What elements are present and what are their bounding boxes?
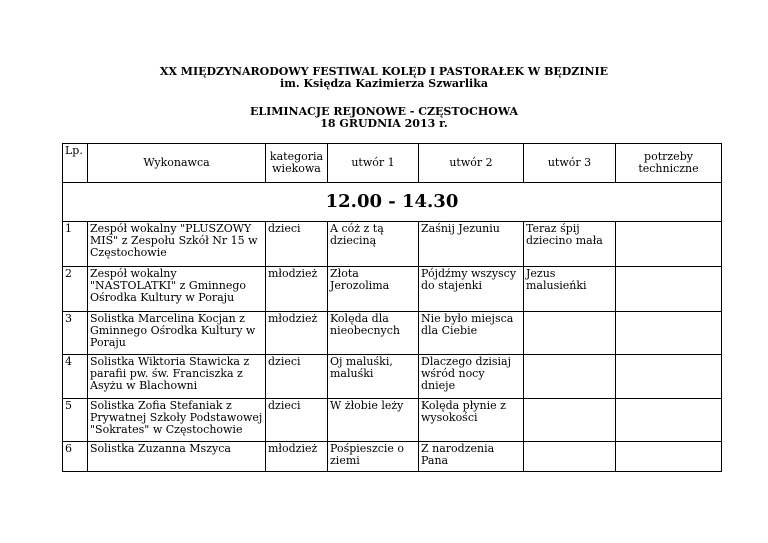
col-header-age-category: kategoria wiekowa <box>266 144 328 183</box>
cell-technical-needs <box>616 442 722 472</box>
cell-song-2: Nie było miejsca dla Ciebie <box>419 312 524 355</box>
time-slot-row <box>63 183 722 222</box>
cell-age-category: młodzież <box>266 267 328 312</box>
event-title: ELIMINACJE REJONOWE - CZĘSTOCHOWA <box>249 105 519 118</box>
cell-age-category: młodzież <box>266 312 328 355</box>
cell-performer: Solistka Wiktoria Stawicka z parafii pw. św. Franciszka z Asyżu w Blachowni <box>88 355 266 399</box>
cell-song-3 <box>524 399 616 442</box>
cell-technical-needs <box>616 312 722 355</box>
cell-song-1: Kolęda dla nieobecnych <box>328 312 419 355</box>
cell-song-3: Jezus malusieńki <box>524 267 616 312</box>
table-row <box>63 355 722 399</box>
cell-song-3: Teraz śpij dziecino mała <box>524 222 616 267</box>
table-row <box>63 312 722 355</box>
cell-age-category: dzieci <box>266 355 328 399</box>
cell-technical-needs <box>616 267 722 312</box>
cell-song-2: Z narodzenia Pana <box>419 442 524 472</box>
cell-song-3 <box>524 442 616 472</box>
cell-lp: 2 <box>63 267 88 312</box>
col-header-song-1: utwór 1 <box>328 144 419 183</box>
schedule-table <box>62 143 722 472</box>
cell-lp: 4 <box>63 355 88 399</box>
cell-song-2: Pójdźmy wszyscy do stajenki <box>419 267 524 312</box>
cell-performer: Zespół wokalny "PLUSZOWY MIŚ" z Zespołu Szkół Nr 15 w Częstochowie <box>88 222 266 267</box>
cell-song-2: Dlaczego dzisiaj wśród nocy dnieje <box>419 355 524 399</box>
col-header-technical-needs: potrzeby techniczne <box>616 144 722 183</box>
cell-lp: 6 <box>63 442 88 472</box>
table-header-row <box>63 144 722 183</box>
table-row <box>63 222 722 267</box>
cell-lp: 5 <box>63 399 88 442</box>
table-row <box>63 442 722 472</box>
cell-performer: Solistka Zuzanna Mszyca <box>88 442 266 472</box>
festival-subtitle: im. Księdza Kazimierza Szwarlika <box>280 77 488 90</box>
col-header-song-2: utwór 2 <box>419 144 524 183</box>
cell-performer: Solistka Zofia Stefaniak z Prywatnej Szkoły Podstawowej "Sokrates" w Częstochowie <box>88 399 266 442</box>
table-row <box>63 267 722 312</box>
cell-age-category: młodzież <box>266 442 328 472</box>
cell-technical-needs <box>616 355 722 399</box>
time-slot: 12.00 - 14.30 <box>63 183 722 222</box>
cell-lp: 3 <box>63 312 88 355</box>
cell-technical-needs <box>616 222 722 267</box>
cell-performer: Zespół wokalny "NASTOLATKI" z Gminnego Ośrodka Kultury w Poraju <box>88 267 266 312</box>
cell-song-3 <box>524 312 616 355</box>
festival-title: XX MIĘDZYNARODOWY FESTIWAL KOLĘD I PASTORAŁEK W BĘDZINIE <box>159 65 609 78</box>
cell-age-category: dzieci <box>266 399 328 442</box>
col-header-lp: Lp. <box>63 144 88 183</box>
cell-song-1: A cóż z tą dzieciną <box>328 222 419 267</box>
cell-song-1: W żłobie leży <box>328 399 419 442</box>
cell-lp: 1 <box>63 222 88 267</box>
cell-song-3 <box>524 355 616 399</box>
col-header-song-3: utwór 3 <box>524 144 616 183</box>
table-row <box>63 399 722 442</box>
event-date: 18 GRUDNIA 2013 r. <box>320 117 448 130</box>
col-header-performer: Wykonawca <box>88 144 266 183</box>
cell-song-2: Kolęda płynie z wysokości <box>419 399 524 442</box>
cell-song-2: Zaśnij Jezuniu <box>419 222 524 267</box>
cell-song-1: Pośpieszcie o ziemi <box>328 442 419 472</box>
cell-technical-needs <box>616 399 722 442</box>
cell-song-1: Złota Jerozolima <box>328 267 419 312</box>
cell-song-1: Oj maluśki, maluśki <box>328 355 419 399</box>
cell-performer: Solistka Marcelina Kocjan z Gminnego Ośrodka Kultury w Poraju <box>88 312 266 355</box>
cell-age-category: dzieci <box>266 222 328 267</box>
